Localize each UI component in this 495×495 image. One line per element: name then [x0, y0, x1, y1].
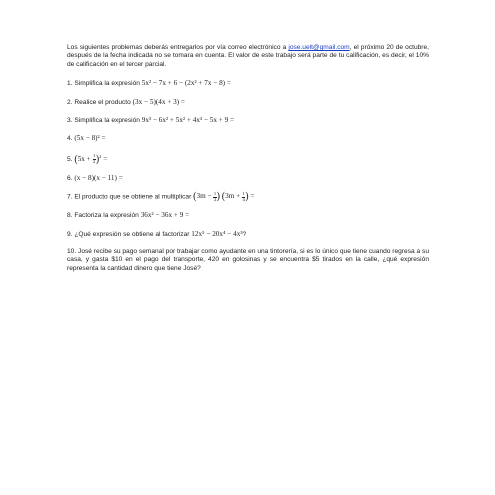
problem-expression: (x − 8)(x − 11) =	[74, 173, 123, 182]
fraction-numerator: 1	[213, 191, 217, 197]
problem-number: 8.	[67, 212, 73, 220]
problem-text: Realice el producto	[74, 98, 131, 106]
problem-text: ¿Qué expresión se obtiene al factorizar	[74, 230, 190, 238]
problem-5	[67, 153, 429, 165]
problem-number: 6.	[67, 174, 73, 182]
problem-text: El producto que se obtiene al multiplicar	[74, 193, 192, 201]
document-page	[67, 44, 429, 282]
problem-number: 2.	[67, 98, 73, 106]
problem-text: José recibe su pago semanal por trabajar como ayudante en una tintorería, si es lo único que tiene cuando regresa a su casa, y gasta $10 en el pago del transporte, 420 en golosinas y se encuentra $5 tirados en la calle, ¿qué expresión representa la cantidad dinero que tiene José?	[67, 248, 429, 272]
problem-8	[67, 211, 429, 220]
problem-number: 4.	[67, 135, 73, 143]
question-mark: ?	[242, 230, 247, 238]
close-paren: )	[245, 191, 249, 203]
problem-expression: (3x − 5)(4x + 3) =	[132, 97, 185, 106]
problem-expression: (5x − 8)² =	[74, 134, 106, 143]
problem-1	[67, 79, 429, 88]
problem-2	[67, 98, 429, 107]
intro-text-start: Los siguientes problemas deberás entregarlos por vía correo electrónico a	[67, 44, 287, 51]
expr-part: 3m −	[196, 192, 212, 201]
problem-6	[67, 174, 429, 183]
open-paren: (	[74, 153, 78, 165]
problem-expression: 36x² − 36x + 9 =	[140, 211, 190, 220]
problem-number: 5.	[67, 155, 73, 163]
close-paren: )	[216, 191, 220, 203]
problem-number: 7.	[67, 193, 73, 201]
fraction-denominator: 4	[242, 196, 245, 202]
intro-paragraph	[67, 44, 429, 69]
equals-sign: =	[250, 192, 255, 201]
problem-expression: 5x² − 7x + 6 − (2x² + 7x − 8) =	[141, 79, 231, 88]
problem-text: Factoriza la expresión	[74, 212, 139, 220]
problem-number: 10.	[67, 248, 77, 256]
problem-expression	[193, 191, 255, 203]
fraction-denominator: 2	[213, 196, 217, 202]
fraction-denominator: 2	[93, 159, 96, 165]
problem-7	[67, 192, 429, 202]
equals-sign: =	[103, 154, 108, 163]
close-paren: )	[95, 153, 100, 165]
open-paren: (	[221, 191, 226, 203]
problem-text: Simplifica la expresión	[74, 117, 140, 125]
intro-text-end: , el próximo 20 de octubre, después de la fecha indicada no se tomara en cuenta. El valor de este trabajo será parte de tu calificación, es decir, el 10% de calificación en el tercer parcial.	[67, 44, 430, 68]
problem-3	[67, 116, 429, 125]
problem-expression: 9x³ − 6x² + 5x² + 4x³ − 5x + 9 =	[141, 116, 235, 125]
problem-number: 3.	[67, 117, 73, 125]
problem-9	[67, 230, 429, 239]
problem-4	[67, 134, 429, 143]
fraction-numerator: 1	[242, 191, 245, 197]
problem-text: Simplifica la expresión	[74, 80, 140, 88]
problem-10	[67, 248, 429, 273]
problem-number: 1.	[67, 80, 73, 88]
fraction-numerator: 1	[93, 153, 96, 159]
exponent: 2	[99, 153, 102, 159]
expr-part: 3m +	[225, 192, 241, 201]
problem-number: 9.	[67, 230, 73, 238]
problem-expression: 12x⁵ − 20x⁴ − 4x³	[191, 229, 243, 238]
open-paren: (	[193, 191, 197, 203]
expr-part: 5x +	[77, 154, 91, 163]
email-link[interactable]: jose.uelt@gmail.com	[288, 44, 350, 51]
problem-expression	[74, 155, 107, 163]
